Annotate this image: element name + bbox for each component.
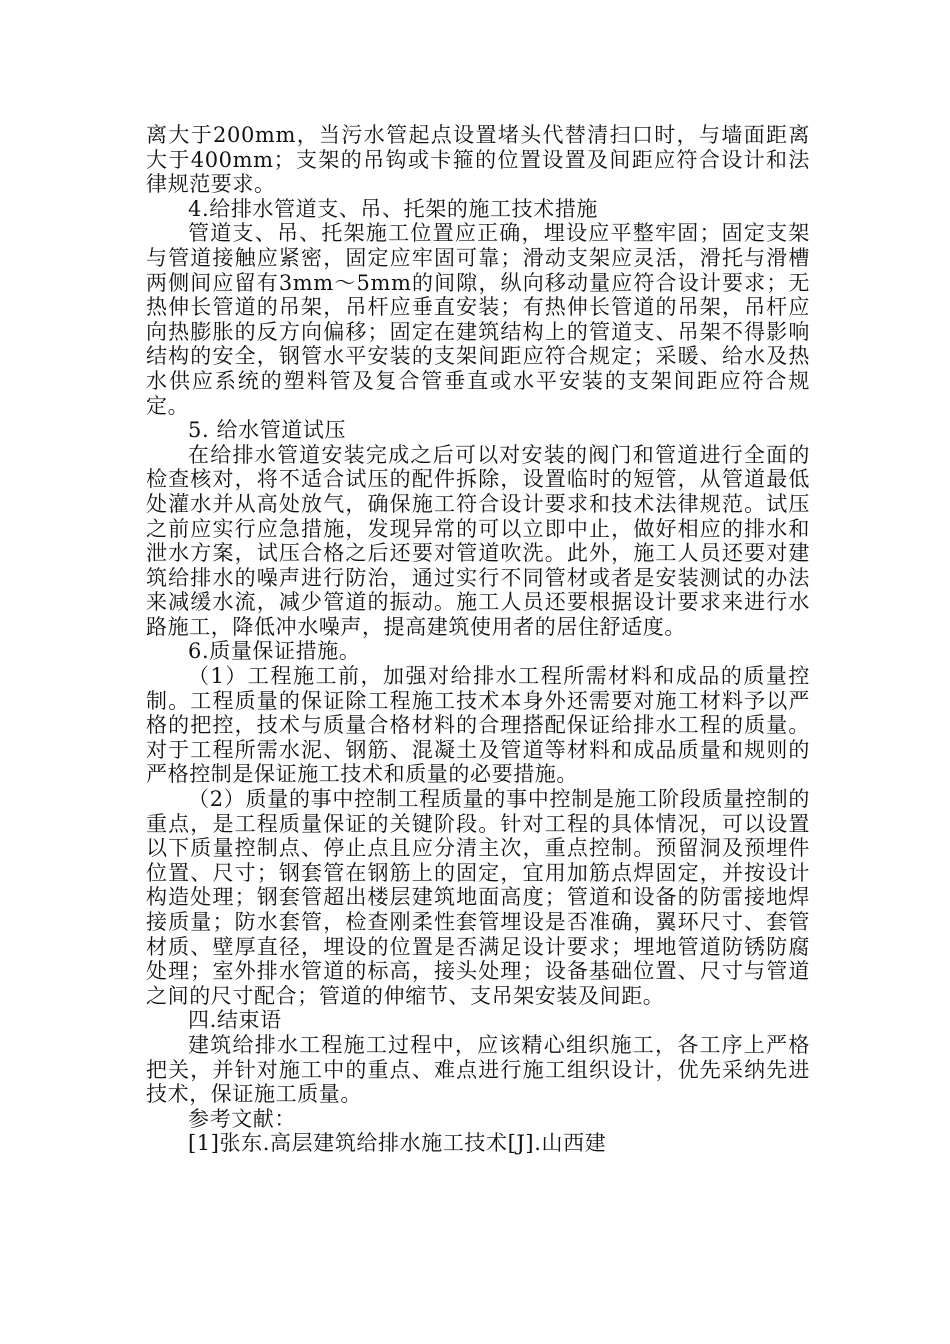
reference-item-1: [1]张东.高层建筑给排水施工技术[J].山西建 <box>188 1131 607 1156</box>
section-heading-5: 5. 给水管道试压 <box>188 418 347 443</box>
paragraph-support-measures: 管道支、吊、托架施工位置应正确，埋设应平整牢固；固定支架与管道接触应紧密，固定应牢固可靠；滑动支架应灵活，滑托与滑槽两侧间应留有3mm～5mm的间隙，纵向移动量应符合设计要求；无热伸长管道的吊架，吊杆应垂直安装；有热伸长管道的吊架，吊杆应向热膨胀的反方向偏移；固定在建筑结构上的管道支、吊架不得影响结构的安全，钢管水平安装的支架间距应符合规定；采暖、给水及热水供应系统的塑料管及复合管垂直或水平安装的支架间距应符合规定。 <box>146 221 810 418</box>
paragraph-quality-1: （1）工程施工前，加强对给排水工程所需材料和成品的质量控制。工程质量的保证除工程施工技术本身外还需要对施工材料予以严格的把控，技术与质量合格材料的合理搭配保证给排水工程的质量。对于工程所需水泥、钢筋、混凝土及管道等材料和成品质量和规则的严格控制是保证施工技术和质量的必要措施。 <box>146 664 810 787</box>
references-heading: 参考文献： <box>188 1106 296 1131</box>
section-heading-conclusion: 四.结束语 <box>188 1008 282 1033</box>
document-body <box>146 123 810 1156</box>
section-heading-6: 6.质量保证措施。 <box>188 639 361 664</box>
paragraph-continuation: 离大于200mm，当污水管起点设置堵头代替清扫口时，与墙面距离大于400mm；支架的吊钩或卡箍的位置设置及间距应符合设计和法律规范要求。 <box>146 123 810 197</box>
paragraph-conclusion: 建筑给排水工程施工过程中，应该精心组织施工，各工序上严格把关，并针对施工中的重点、难点进行施工组织设计，优先采纳先进技术，保证施工质量。 <box>146 1032 810 1107</box>
paragraph-pressure-test: 在给排水管道安装完成之后可以对安装的阀门和管道进行全面的检查核对，将不适合试压的配件拆除，设置临时的短管，从管道最低处灌水并从高处放气，确保施工符合设计要求和技术法律规范。试压之前应实行应急措施，发现异常的可以立即中止，做好相应的排水和泄水方案，试压合格之后还要对管道吹洗。此外，施工人员还要对建筑给排水的噪声进行防治，通过实行不同管材或者是安装测试的办法来减缓水流，减少管道的振动。施工人员还要根据设计要求来进行水路施工，降低冲水噪声，提高建筑使用者的居住舒适度。 <box>146 442 810 639</box>
section-heading-4: 4.给排水管道支、吊、托架的施工技术措施 <box>188 196 599 221</box>
paragraph-quality-2: （2）质量的事中控制工程质量的事中控制是施工阶段质量控制的重点，是工程质量保证的关键阶段。针对工程的具体情况，可以设置以下质量控制点、停止点且应分清主次，重点控制。预留洞及预埋件位置、尺寸；钢套管在钢筋上的固定，宜用加筋点焊固定，并按设计构造处理；钢套管超出楼层建筑地面高度；管道和设备的防雷接地焊接质量；防水套管，检查刚柔性套管埋设是否准确，翼环尺寸、套管材质、壁厚直径，埋设的位置是否满足设计要求；埋地管道防锈防腐处理；室外排水管道的标高，接头处理；设备基础位置、尺寸与管道之间的尺寸配合；管道的伸缩节、支吊架安装及间距。 <box>146 787 810 1008</box>
